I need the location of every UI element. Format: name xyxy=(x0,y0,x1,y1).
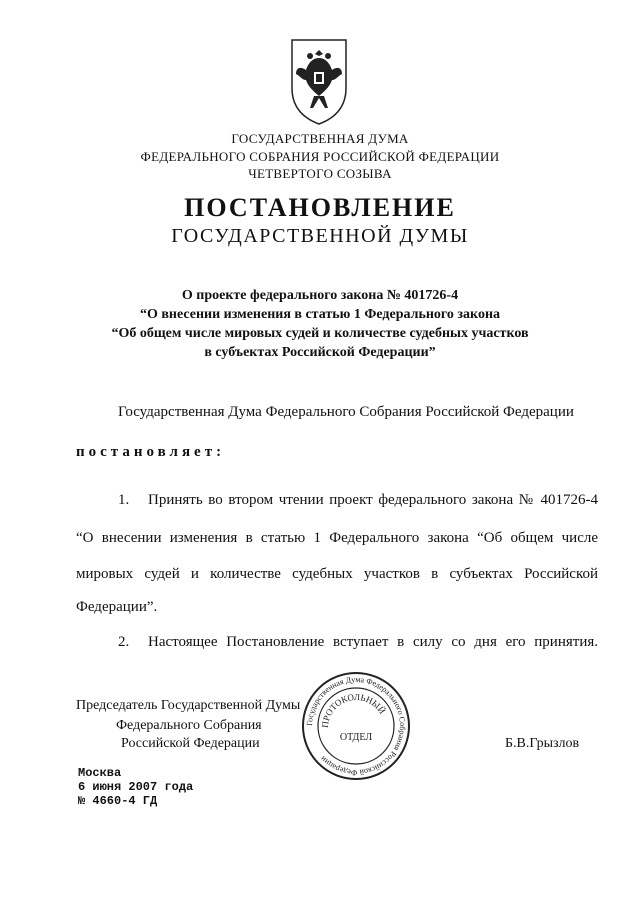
official-stamp xyxy=(300,670,412,782)
item-1-line-1: Принять во втором чтении проект федерального закона № 401726-4 xyxy=(148,492,598,508)
subject-line-4: в субъектах Российской Федерации” xyxy=(204,345,436,360)
subject-line-1: О проекте федерального закона № 401726-4 xyxy=(181,288,459,303)
svg-text:ПРОТОКОЛЬНЫЙ xyxy=(320,692,388,728)
resolves-word: постановляет: xyxy=(76,444,226,460)
footer-date: 6 июня 2007 года xyxy=(78,780,194,794)
intro-paragraph: Государственная Дума Федерального Собрания Российской Федерации xyxy=(118,404,574,420)
header-line-convocation: ЧЕТВЕРТОГО СОЗЫВА xyxy=(248,166,392,181)
document-title: ПОСТАНОВЛЕНИЕ xyxy=(184,193,456,222)
item-1-line-3: мировых судей и количестве судебных участков в субъектах Российской xyxy=(76,566,598,582)
signature-position-line-1: Председатель Государственной Думы xyxy=(76,698,301,713)
header-line-duma: ГОСУДАРСТВЕННАЯ ДУМА xyxy=(231,131,409,146)
signature-position-line-3: Российской Федерации xyxy=(121,736,260,751)
header-line-assembly: ФЕДЕРАЛЬНОГО СОБРАНИЯ РОССИЙСКОЙ ФЕДЕРАЦИИ xyxy=(140,149,500,164)
document-subtitle: ГОСУДАРСТВЕННОЙ ДУМЫ xyxy=(171,225,469,247)
stamp-inner-top-text: ПРОТОКОЛЬНЫЙ xyxy=(319,691,388,729)
stamp-outer-text: Государственная Дума Федерального Собрания Российской Федерации xyxy=(304,674,408,778)
subject-line-3: “Об общем числе мировых судей и количестве судебных участков xyxy=(111,326,529,341)
footer-city: Москва xyxy=(78,766,122,780)
item-1-line-2: “О внесении изменения в статью 1 Федерального закона “Об общем числе xyxy=(76,530,598,546)
stamp-inner-bottom-text: ОТДЕЛ xyxy=(339,732,373,743)
coat-of-arms-emblem xyxy=(288,36,350,126)
signature-position-line-2: Федерального Собрания xyxy=(116,718,262,733)
item-1-line-4: Федерации”. xyxy=(76,599,158,615)
item-2-number: 2. xyxy=(118,634,130,650)
signatory-name: Б.В.Грызлов xyxy=(505,736,580,751)
item-1-number: 1. xyxy=(118,492,130,508)
footer-number: № 4660-4 ГД xyxy=(78,794,158,808)
item-2-text: Настоящее Постановление вступает в силу со дня его принятия. xyxy=(148,634,598,650)
subject-line-2: “О внесении изменения в статью 1 Федерального закона xyxy=(139,307,501,322)
